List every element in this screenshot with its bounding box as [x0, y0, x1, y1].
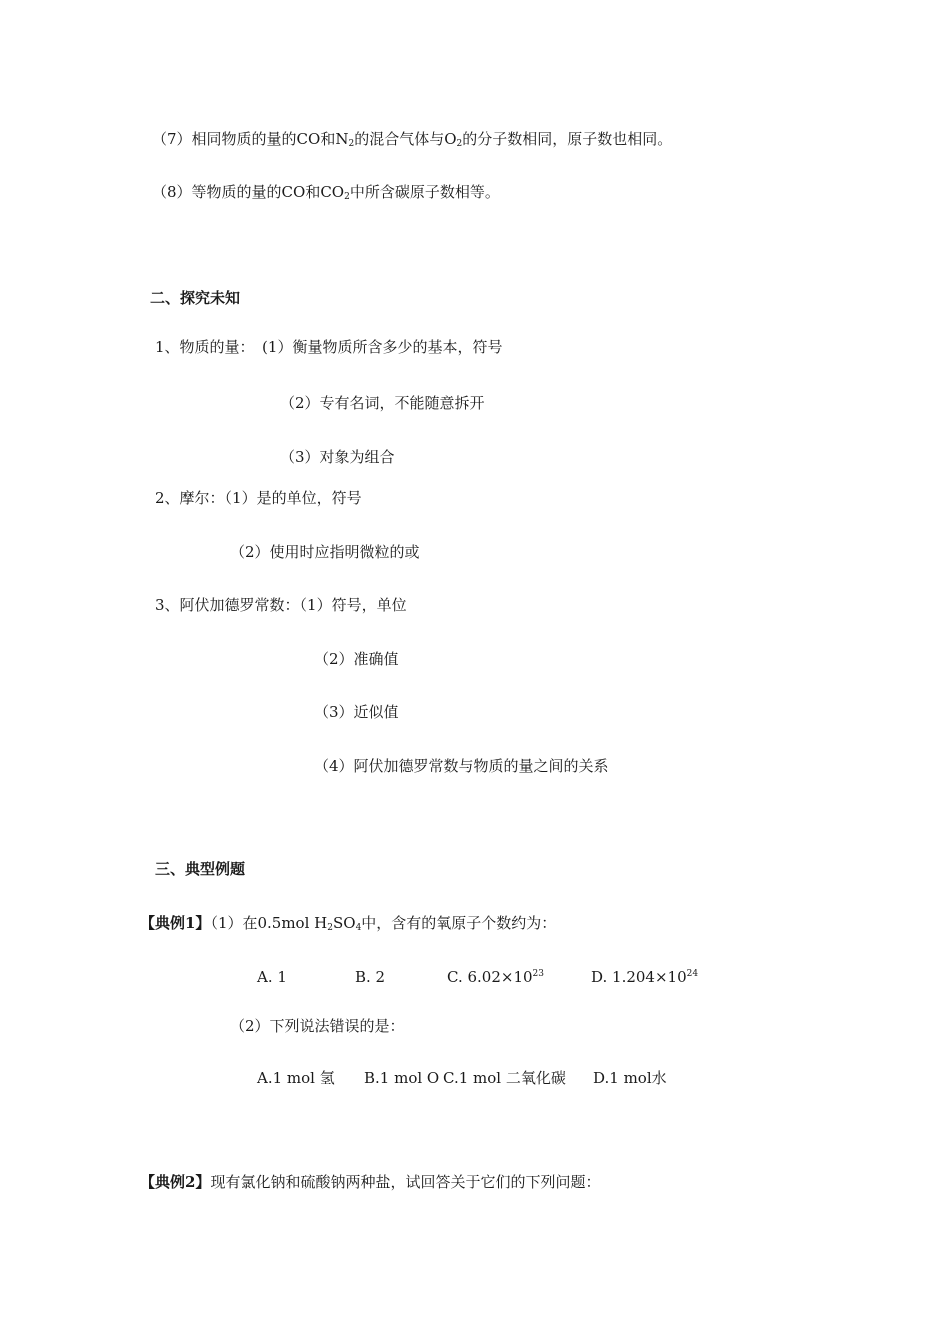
- concept-3-line-3: （3）近似值: [314, 703, 399, 721]
- concept-1-line-1: 1、物质的量： (1）衡量物质所含多少的基本，符号: [155, 338, 503, 356]
- section-2-heading: 二、探究未知: [150, 289, 241, 307]
- option-b: B. 2: [355, 968, 386, 986]
- concept-3-line-2: （2）准确值: [314, 650, 399, 668]
- example-2: 【典例2】现有氯化钠和硫酸钠两种盐，试回答关于它们的下列问题：: [140, 1173, 601, 1191]
- concept-3-line-1: 3、阿伏加德罗常数：（1）符号，单位: [155, 596, 407, 614]
- section-3-heading: 三、典型例题: [155, 860, 246, 878]
- concept-2-line-1: 2、摩尔：（1）是的单位，符号: [155, 489, 362, 507]
- example-1-options-2: [257, 1068, 667, 1088]
- option-c: C.1 mol 二氧化碳: [443, 1069, 566, 1087]
- concept-1-line-2: （2）专有名词，不能随意拆开: [280, 394, 485, 412]
- review-item-8: （8）等物质的量的CO和$CO_2$中所含碳原子数相等。: [152, 183, 500, 202]
- option-c: C. $6.02\times 10^{23}$: [447, 968, 544, 986]
- option-d: D. $1.204\times 10^{24}$: [591, 968, 699, 986]
- option-a: A. 1: [257, 968, 287, 986]
- concept-1-line-3: （3）对象为组合: [280, 448, 395, 466]
- option-a: A.1 mol 氢: [257, 1069, 335, 1087]
- example-1-options-1: [257, 967, 698, 987]
- concept-3-line-4: （4）阿伏加德罗常数与物质的量之间的关系: [314, 757, 609, 775]
- option-b: B.1 mol O: [364, 1069, 440, 1087]
- review-item-7: （7）相同物质的量的CO和$N_2$的混合气体与$O_2$的分子数相同，原子数也相同。: [152, 130, 673, 149]
- example-1-question-1: 【典例1】（1）在0.5mol $H_2SO_4$中，含有的氧原子个数约为：: [140, 914, 557, 933]
- example-1-question-2: （2）下列说法错误的是：: [230, 1017, 405, 1035]
- option-d: D.1 mol水: [593, 1069, 667, 1087]
- concept-2-line-2: （2）使用时应指明微粒的或: [230, 543, 420, 561]
- example-2-label: 【典例2】: [140, 1173, 211, 1191]
- example-1-label: 【典例1】: [140, 914, 211, 932]
